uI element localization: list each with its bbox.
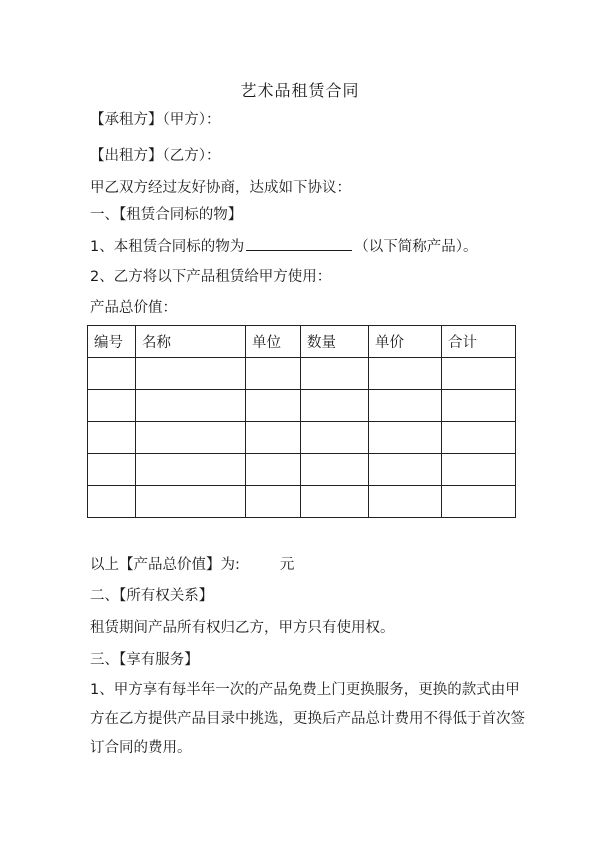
intro-line: 甲乙双方经过友好协商，达成如下协议： <box>90 180 351 196</box>
table-cell <box>442 486 516 518</box>
table-row <box>88 422 516 454</box>
lessor-line: 【出租方】（乙方）： <box>90 148 221 164</box>
section1-heading: 一、【租赁合同标的物】 <box>90 207 243 223</box>
table-cell <box>246 422 301 454</box>
table-cell <box>442 358 516 390</box>
header-unit: 单位 <box>246 326 301 358</box>
table-row <box>88 486 516 518</box>
header-total: 合计 <box>442 326 516 358</box>
table-cell <box>88 422 136 454</box>
table-cell <box>88 358 136 390</box>
table-cell <box>246 486 301 518</box>
table-cell <box>136 390 246 422</box>
header-name: 名称 <box>136 326 246 358</box>
header-unit-price: 单价 <box>369 326 442 358</box>
lessee-line: 【承租方】（甲方）： <box>90 112 221 128</box>
table-cell <box>301 390 369 422</box>
subject-blank-line <box>246 236 352 251</box>
table-cell <box>301 454 369 486</box>
section3-heading: 三、【享有服务】 <box>90 652 199 668</box>
section2-text: 租赁期间产品所有权归乙方，甲方只有使用权。 <box>90 620 395 636</box>
table-row <box>88 358 516 390</box>
table-cell <box>136 486 246 518</box>
table-cell <box>301 486 369 518</box>
header-number: 编号 <box>88 326 136 358</box>
table-cell <box>246 390 301 422</box>
table-cell <box>369 486 442 518</box>
table-cell <box>88 454 136 486</box>
table-cell <box>369 454 442 486</box>
table-cell <box>136 422 246 454</box>
table-cell <box>442 422 516 454</box>
table-cell <box>301 358 369 390</box>
table-cell <box>88 390 136 422</box>
section1-item2: 2、乙方将以下产品租赁给甲方使用： <box>90 269 332 285</box>
table-row <box>88 390 516 422</box>
table-cell <box>369 358 442 390</box>
currency-unit: 元 <box>279 557 295 573</box>
table-header-row <box>88 326 516 358</box>
total-value-prefix: 以上【产品总价值】为: <box>90 557 240 573</box>
section3-text: 1、甲方享有每半年一次的产品免费上门更换服务，更换的款式由甲方在乙方提供产品目录中挑选，更换后产品总计费用不得低于首次签订合同的费用。 <box>90 682 525 756</box>
table-cell <box>136 454 246 486</box>
document-title: 艺术品租赁合同 <box>240 81 360 100</box>
section2-heading: 二、【所有权关系】 <box>90 588 214 604</box>
table-cell <box>246 454 301 486</box>
total-value-label: 产品总价值： <box>90 300 177 316</box>
table-cell <box>369 390 442 422</box>
table-cell <box>136 358 246 390</box>
table-cell <box>246 358 301 390</box>
table-row <box>88 454 516 486</box>
item1-prefix: 1、本租赁合同标的物为 <box>90 239 245 255</box>
item1-suffix: （以下简称产品）。 <box>354 239 478 255</box>
table-cell <box>88 486 136 518</box>
product-table <box>87 325 516 518</box>
header-quantity: 数量 <box>301 326 369 358</box>
total-value-line <box>90 555 294 575</box>
section1-item1 <box>90 236 477 257</box>
table-cell <box>442 390 516 422</box>
table-cell <box>301 422 369 454</box>
table-cell <box>369 422 442 454</box>
table-cell <box>442 454 516 486</box>
